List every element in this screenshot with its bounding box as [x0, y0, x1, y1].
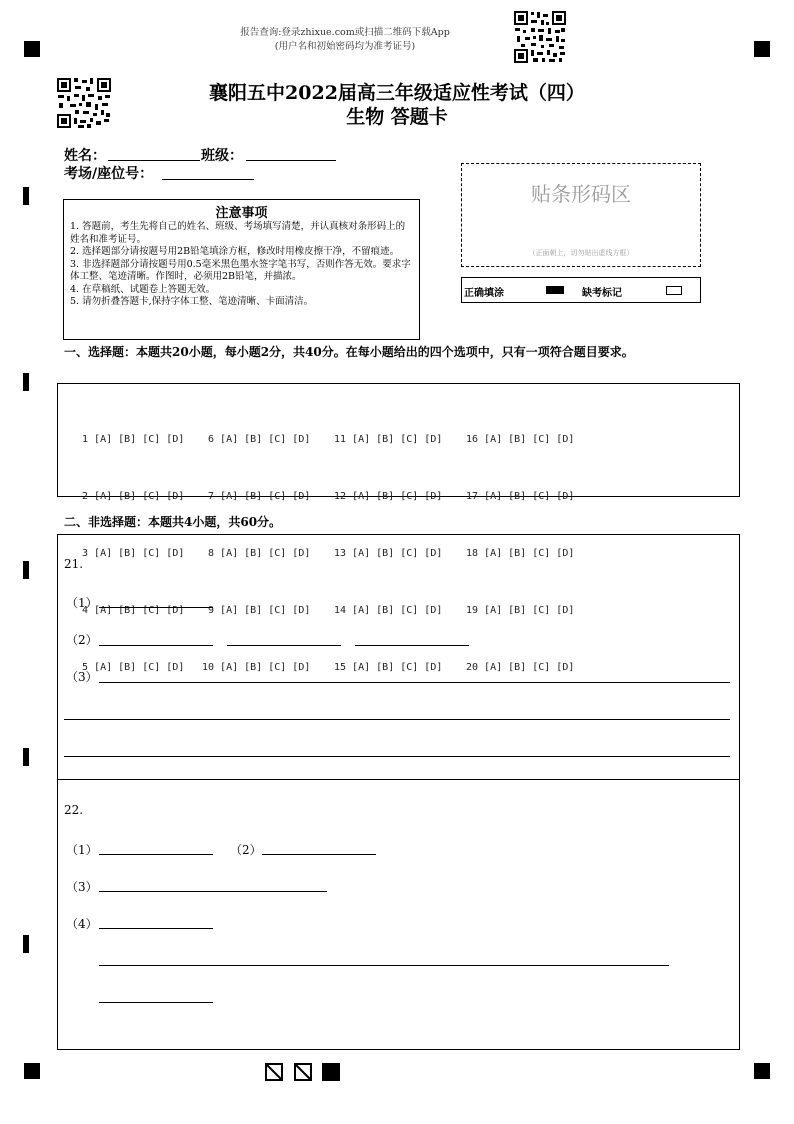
mcq-row[interactable]: 1 [A] [B] [C] [D]: [76, 434, 185, 445]
mcq-row[interactable]: 4 [A] [B] [C] [D]: [76, 605, 185, 616]
registration-mark-top-left: [24, 41, 40, 57]
registration-mark-top-right: [754, 41, 770, 57]
mcq-row[interactable]: 6 [A] [B] [C] [D]: [202, 434, 311, 445]
mcq-row[interactable]: 7 [A] [B] [C] [D]: [202, 491, 311, 502]
notice-item: 1. 答题前，考生先将自己的姓名、班级、考场填写清楚，并认真核对条形码上的姓名和准考证号。: [70, 221, 406, 245]
notice-item: 2. 选择题部分请按题号用2B铅笔填涂方框，修改时用橡皮擦干净，不留痕迹。: [70, 246, 400, 257]
notice-box: [63, 199, 420, 340]
name-field[interactable]: [108, 160, 200, 161]
absent-mark-label: 缺考标记: [582, 288, 622, 299]
timing-bar: [23, 373, 29, 391]
mcq-row[interactable]: 5 [A] [B] [C] [D]: [76, 662, 185, 673]
q21-part2-answer-c[interactable]: [355, 645, 469, 646]
q22-part3-answer[interactable]: [99, 891, 327, 892]
timing-bar: [23, 187, 29, 205]
q22-part4-answer-line1[interactable]: [99, 928, 213, 929]
q21-part1-answer[interactable]: [99, 607, 213, 608]
question-22-part1-label: （1）: [66, 843, 98, 857]
q21-part2-answer-a[interactable]: [99, 645, 213, 646]
question-21-part2-label: （2）: [66, 633, 98, 647]
mcq-row[interactable]: 10 [A] [B] [C] [D]: [202, 662, 311, 673]
question-22-part2-label: （2）: [230, 843, 262, 857]
mcq-row[interactable]: 8 [A] [B] [C] [D]: [202, 548, 311, 559]
page-marker-slash-icon: [265, 1063, 283, 1081]
timing-bar: [23, 561, 29, 579]
timing-bar: [23, 935, 29, 953]
mcq-row[interactable]: 20 [A] [B] [C] [D]: [466, 662, 575, 673]
seat-label: 考场/座位号：: [64, 166, 154, 182]
registration-mark-bottom-left: [24, 1063, 40, 1079]
section2-heading: 二、非选择题：本题共4小题，共60分。: [64, 515, 282, 529]
notice-item: 3. 非选择题部分请按题号用0.5毫米黑色墨水签字笔书写，否则作答无效。要求字体工整、笔迹清晰。作图时，必须用2B铅笔，并描浓。: [70, 258, 411, 282]
name-label: 姓名：: [64, 148, 106, 164]
page-marker-slash-icon: [294, 1063, 312, 1081]
question-21-number: 21.: [64, 557, 84, 571]
exam-title: 襄阳五中2022届高三年级适应性考试（四）: [209, 82, 585, 104]
mcq-row[interactable]: 14 [A] [B] [C] [D]: [334, 605, 443, 616]
correct-fill-sample: [546, 286, 564, 294]
question-21-box: [57, 534, 740, 780]
barcode-note: （正面朝上，切勿贴出虚线方框）: [528, 249, 634, 257]
q21-part3-answer-line3[interactable]: [64, 756, 730, 757]
mcq-row[interactable]: 19 [A] [B] [C] [D]: [466, 605, 575, 616]
q21-part2-answer-b[interactable]: [227, 645, 341, 646]
report-query-line1: 报告查询:登录zhixue.com或扫描二维码下载App: [240, 27, 450, 38]
mcq-row[interactable]: 3 [A] [B] [C] [D]: [76, 548, 185, 559]
mcq-row[interactable]: 12 [A] [B] [C] [D]: [334, 491, 443, 502]
section1-heading: 一、选择题：本题共20小题，每小题2分，共40分。在每小题给出的四个选项中，只有一项符合题目要求。: [64, 345, 634, 359]
seat-field[interactable]: [162, 179, 254, 180]
class-label: 班级：: [201, 148, 243, 164]
q21-part3-answer-line2[interactable]: [64, 719, 730, 720]
barcode-area: [461, 163, 701, 267]
q22-part1-answer[interactable]: [99, 854, 213, 855]
mcq-row[interactable]: 15 [A] [B] [C] [D]: [334, 662, 443, 673]
barcode-label: 贴条形码区: [531, 184, 631, 206]
correct-fill-label: 正确填涂: [464, 288, 504, 299]
question-21-part3-label: （3）: [66, 670, 98, 684]
q22-part2-answer[interactable]: [262, 854, 376, 855]
absent-mark-checkbox[interactable]: [666, 286, 682, 295]
qr-code-download-icon[interactable]: [513, 10, 567, 64]
question-22-box: [57, 779, 740, 1050]
class-field[interactable]: [246, 160, 336, 161]
q22-part4-answer-line3[interactable]: [99, 1002, 213, 1003]
question-22-part4-label: （4）: [66, 917, 98, 931]
report-query-line2: (用户名和初始密码均为准考证号): [274, 41, 416, 52]
exam-subtitle: 生物 答题卡: [346, 106, 448, 128]
mcq-row[interactable]: 9 [A] [B] [C] [D]: [202, 605, 311, 616]
question-22-number: 22.: [64, 803, 84, 817]
notice-item: 4. 在草稿纸、试题卷上答题无效。: [70, 283, 216, 295]
q22-part4-answer-line2[interactable]: [99, 965, 669, 966]
fill-legend: [461, 277, 701, 303]
notice-item: 5. 请勿折叠答题卡,保持字体工整、笔迹清晰、卡面清洁。: [70, 296, 314, 307]
mcq-row[interactable]: 11 [A] [B] [C] [D]: [334, 434, 443, 445]
notice-title: 注意事项: [215, 206, 268, 221]
mcq-row[interactable]: 13 [A] [B] [C] [D]: [334, 548, 443, 559]
timing-bar: [23, 748, 29, 766]
q21-part3-answer-line1[interactable]: [99, 682, 730, 683]
mcq-row[interactable]: 2 [A] [B] [C] [D]: [76, 491, 185, 502]
question-22-part3-label: （3）: [66, 880, 98, 894]
mcq-row[interactable]: 17 [A] [B] [C] [D]: [466, 491, 575, 502]
page-marker-filled: [322, 1063, 340, 1081]
mcq-row[interactable]: 16 [A] [B] [C] [D]: [466, 434, 575, 445]
registration-mark-bottom-right: [754, 1063, 770, 1079]
mcq-row[interactable]: 18 [A] [B] [C] [D]: [466, 548, 575, 559]
question-21-part1-label: （1）: [66, 596, 98, 610]
